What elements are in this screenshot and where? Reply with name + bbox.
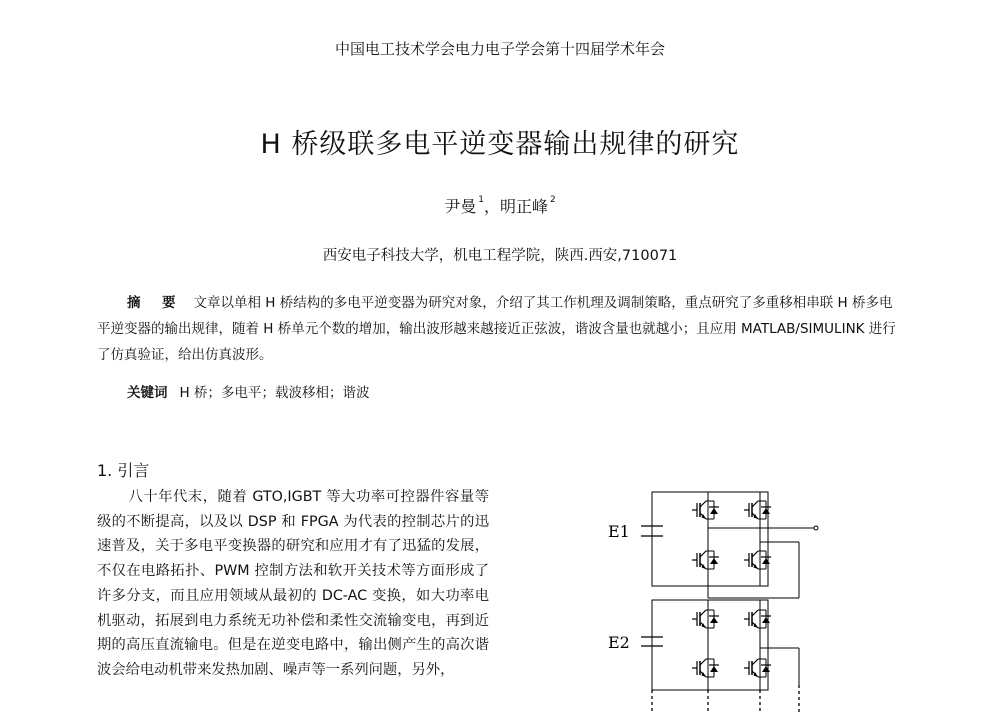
paper-title: H 桥级联多电平逆变器输出规律的研究: [260, 129, 740, 160]
keywords-label: 关键词: [127, 385, 168, 401]
author-affiliation-mark: 1: [478, 194, 484, 205]
body-paragraph: [97, 485, 489, 683]
abstract-text: 文章以单相 H 桥结构的多电平逆变器为研究对象，介绍了其工作机理及调制策略，重点研究了多重移相串联 H 桥多电平逆变器的输出规律，随着 H 桥单元个数的增加，输出波形越来越接近正弦波，谐波含量也就越小；且应用 MATLAB/SIMULINK 进行了仿真验证，给出仿真波形。: [97, 295, 896, 363]
author-affiliation-mark: 2: [550, 194, 556, 205]
section-heading: 1. 引言: [97, 461, 150, 480]
h-bridge-cell-1: [608, 492, 818, 598]
author-line: [0, 194, 1000, 217]
author-name: 明正峰: [500, 197, 549, 216]
source-label-e1: E1: [608, 522, 630, 541]
h-bridge-circuit-diagram: [596, 480, 836, 714]
keywords-text: H 桥；多电平；载波移相；谐波: [179, 385, 370, 401]
keywords: [127, 381, 927, 401]
conference-header: 中国电工技术学会电力电子学会第十四届学术年会: [334, 40, 665, 58]
abstract-label: 摘 要: [127, 295, 180, 311]
body-text: 八十年代末，随着 GTO,IGBT 等大功率可控器件容量等级的不断提高，以及以 DSP 和 FPGA 为代表的控制芯片的迅速普及，关于多电平变换器的研究和应用才有了迅猛的发展，不仅在电路拓扑、PWM 控制方法和软开关技术等方面形成了许多分支，而且应用领域从最初的 DC-AC 变换，如大功率电机驱动，拓展到电力系统无功补偿和柔性交流输变电，再到近期的高压直流输电。但是在逆变电路中，输出侧产生的高次谐波会给电动机带来发热加剧、噪声等一系列问题，另外，: [97, 489, 489, 678]
abstract: [97, 290, 905, 368]
source-label-e2: E2: [608, 633, 630, 652]
author-separator: ，: [483, 197, 500, 216]
affiliation: 西安电子科技大学，机电工程学院，陕西.西安,710071: [322, 248, 678, 264]
h-bridge-cell-2: [608, 600, 799, 690]
author-name: 尹曼: [444, 197, 477, 216]
continuation-lines: [652, 685, 799, 714]
